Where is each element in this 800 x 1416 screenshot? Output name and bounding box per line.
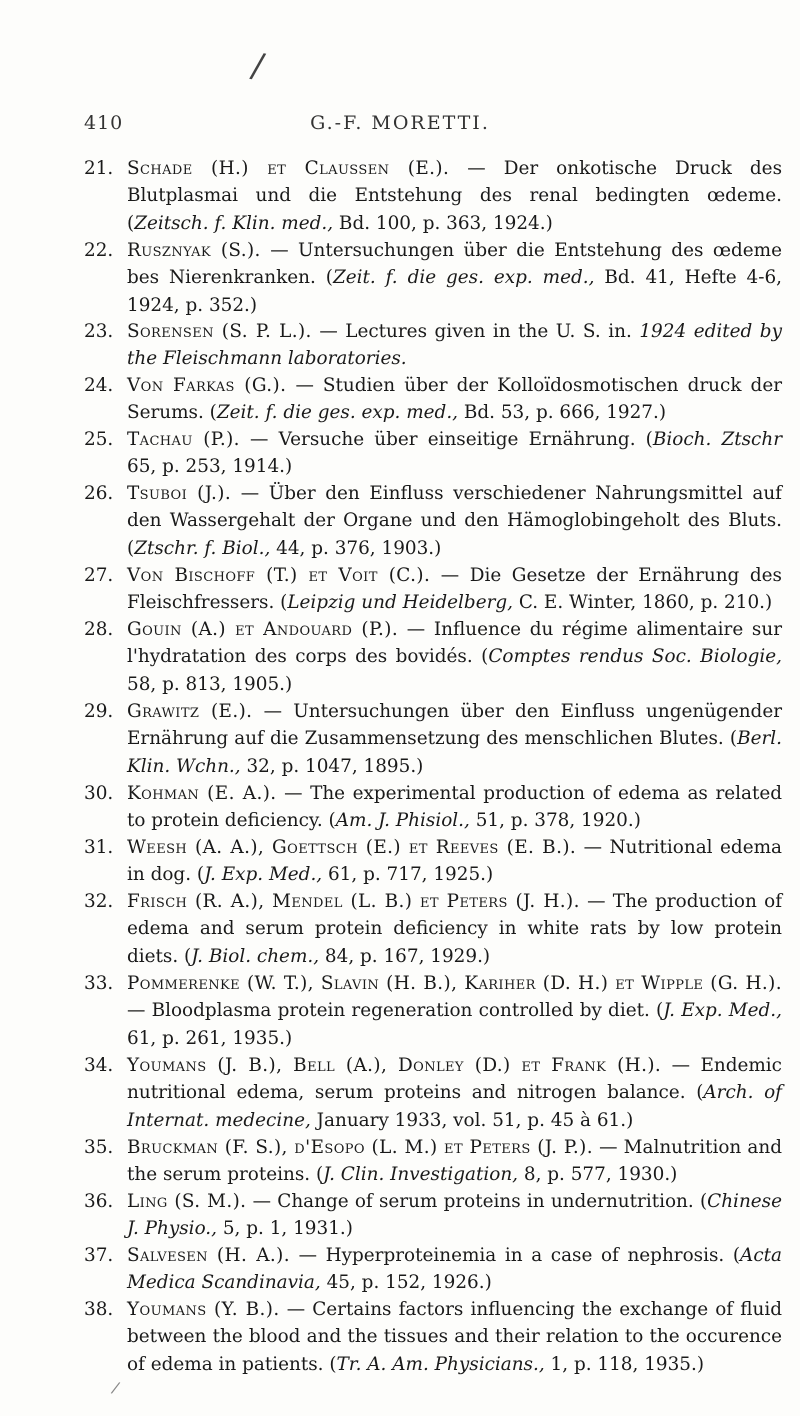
reference-authors: Von Bischoff (T.) et Voit (C.). <box>127 565 431 586</box>
reference-number: 22. <box>84 240 114 261</box>
reference-item <box>84 1242 782 1297</box>
reference-item <box>84 372 782 427</box>
reference-title: — The production of edema and serum protein deficiency in white rats by low protein diets. ( <box>127 891 783 967</box>
reference-title: — Malnutrition and the serum proteins. ( <box>127 1137 782 1186</box>
reference-number: 36. <box>84 1191 114 1212</box>
reference-source: Zeit. f. die ges. exp. med., <box>332 267 595 289</box>
reference-authors: Frisch (R. A.), Mendel (L. B.) et Peters (J. H.). <box>127 891 580 912</box>
reference-title: — Lectures given in the U. S. in. <box>311 321 640 342</box>
reference-number: 25. <box>84 429 114 450</box>
reference-authors: Kohman (E. A.). <box>127 783 277 804</box>
reference-title: — Versuche über einseitige Ernährung. ( <box>239 429 653 450</box>
reference-authors: Bruckman (F. S.), d'Esopo (L. M.) et Peters (J. P.). <box>127 1137 593 1158</box>
reference-authors: Schade (H.) et Claussen (E.). <box>127 158 450 179</box>
reference-authors: Ling (S. M.). <box>127 1191 247 1212</box>
reference-details: Bd. 41, Hefte 4-6, 1924, p. 352.) <box>127 267 782 316</box>
pencil-mark-bottom: / <box>109 1377 122 1398</box>
reference-item <box>84 1052 782 1134</box>
reference-details: 61, p. 261, 1935.) <box>127 1027 293 1049</box>
reference-number: 26. <box>84 483 114 504</box>
reference-details: 1, p. 118, 1935.) <box>544 1353 705 1375</box>
reference-item <box>84 480 782 562</box>
reference-source: 1924 edited by the Fleischmann laboratories. <box>127 321 782 370</box>
reference-number: 29. <box>84 701 114 722</box>
reference-source: Am. J. Phisiol., <box>335 810 470 832</box>
reference-item <box>84 237 782 319</box>
reference-authors: Tachau (P.). <box>127 429 240 450</box>
reference-title: — Die Gesetze der Ernährung des Fleischfressers. ( <box>127 565 782 614</box>
reference-source: Tr. A. Am. Physicians., <box>336 1353 545 1375</box>
reference-number: 34. <box>84 1055 114 1076</box>
reference-source: Berl. Klin. Wchn., <box>127 728 782 777</box>
reference-number: 28. <box>84 619 114 640</box>
reference-number: 21. <box>84 158 114 179</box>
reference-source: Ztschr. f. Biol., <box>134 537 271 559</box>
reference-title: — Certains factors influencing the exchange of fluid between the blood and the tissues and their relation to the occurence of edema in patients. ( <box>127 1299 782 1375</box>
reference-title: — Über den Einfluss verschiedener Nahrungsmittel auf den Wassergehalt der Organe und den Hämoglobingeholt des Bluts. ( <box>127 483 782 559</box>
page-number: 410 <box>84 112 124 134</box>
reference-title: — Studien über der Kolloïdosmotischen druck der Serums. ( <box>127 375 782 424</box>
reference-title: — Der onkotische Druck des Blutplasmai und die Entstehung des renal bedingten œdeme. ( <box>127 158 783 234</box>
reference-title: — Change of serum proteins in undernutrition. ( <box>246 1191 708 1212</box>
reference-details: 84, p. 167, 1929.) <box>319 945 491 967</box>
reference-source: Acta Medica Scandinavia, <box>127 1245 782 1294</box>
reference-item <box>84 1296 782 1378</box>
reference-authors: Rusznyak (S.). <box>127 240 261 261</box>
reference-authors: Pommerenke (W. T.), Slavin (H. B.), Kariher (D. H.) et Wipple (G. H.). <box>127 973 782 994</box>
reference-authors: Salvesen (H. A.). <box>127 1245 290 1266</box>
reference-source: J. Biol. chem., <box>191 945 320 967</box>
reference-authors: Von Farkas (G.). <box>127 375 287 396</box>
reference-title: — Untersuchungen über die Entstehung des œdeme bes Nierenkranken. ( <box>127 240 782 289</box>
reference-item <box>84 888 782 970</box>
reference-details: Bd. 53, p. 666, 1927.) <box>458 402 667 424</box>
reference-number: 32. <box>84 891 114 912</box>
reference-authors: Youmans (Y. B.). <box>127 1299 280 1320</box>
reference-number: 30. <box>84 783 114 804</box>
reference-item <box>84 698 782 780</box>
reference-item <box>84 318 782 373</box>
reference-number: 38. <box>84 1299 114 1320</box>
reference-source: Chinese J. Physio., <box>127 1191 782 1240</box>
reference-number: 27. <box>84 565 114 586</box>
reference-details: C. E. Winter, 1860, p. 210.) <box>512 592 773 614</box>
reference-item <box>84 426 782 481</box>
reference-authors: Youmans (J. B.), Bell (A.), Donley (D.) et Frank (H.). <box>127 1055 662 1076</box>
reference-item <box>84 970 782 1052</box>
reference-details: 51, p. 378, 1920.) <box>469 810 641 832</box>
running-head: G.-F. MORETTI. <box>310 112 490 134</box>
reference-authors: Tsuboi (J.). <box>127 483 232 504</box>
reference-source: Leipzig und Heidelberg, <box>287 592 513 614</box>
reference-details: 8, p. 577, 1930.) <box>518 1164 678 1186</box>
reference-source: Zeit. f. die ges. exp. med., <box>216 402 459 424</box>
reference-details: 58, p. 813, 1905.) <box>127 673 293 695</box>
reference-source: Zeitsch. f. Klin. med., <box>134 212 334 234</box>
reference-number: 37. <box>84 1245 114 1266</box>
reference-authors: Sorensen (S. P. L.). <box>127 321 312 342</box>
reference-number: 24. <box>84 375 114 396</box>
reference-details: Bd. 100, p. 363, 1924.) <box>333 212 553 234</box>
reference-title: — Nutritional edema in dog. ( <box>127 837 782 886</box>
reference-number: 35. <box>84 1137 114 1158</box>
reference-authors: Gouin (A.) et Andouard (P.). <box>127 619 399 640</box>
reference-item <box>84 562 782 617</box>
reference-authors: Weesh (A. A.), Goettsch (E.) et Reeves (E. B.). <box>127 837 577 858</box>
reference-title: — Untersuchungen über den Einfluss ungenügender Ernährung auf die Zusammensetzung des menschlichen Blutes. ( <box>127 701 782 750</box>
reference-title: — Hyperproteinemia in a case of nephrosis. ( <box>289 1245 741 1266</box>
reference-title: — Endemic nutritional edema, serum proteins and nitrogen balance. ( <box>127 1055 782 1104</box>
reference-details: 45, p. 152, 1926.) <box>320 1272 492 1294</box>
reference-title: — The experimental production of edema as related to protein deficiency. ( <box>127 783 783 832</box>
pencil-mark: / <box>247 45 268 87</box>
reference-number: 23. <box>84 321 114 342</box>
reference-title: — Bloodplasma protein regeneration controlled by diet. ( <box>127 1000 664 1022</box>
reference-source: Bioch. Ztschr <box>652 429 782 450</box>
reference-item <box>84 1134 782 1189</box>
reference-number: 33. <box>84 973 114 994</box>
reference-details: 44, p. 376, 1903.) <box>270 537 442 559</box>
reference-item <box>84 780 782 835</box>
reference-item <box>84 834 782 889</box>
reference-title: — Influence du régime alimentaire sur l'hydratation des corps des bovidés. ( <box>127 619 782 668</box>
reference-source: Comptes rendus Soc. Biologie, <box>488 646 782 668</box>
reference-source: Arch. of Internat. medecine, <box>127 1082 782 1131</box>
reference-source: J. Exp. Med., <box>663 1000 782 1022</box>
reference-item <box>84 616 782 698</box>
reference-details: 32, p. 1047, 1895.) <box>240 755 424 777</box>
reference-details: January 1933, vol. 51, p. 45 à 61.) <box>310 1109 634 1131</box>
page-header <box>0 112 800 142</box>
reference-number: 31. <box>84 837 114 858</box>
reference-details: 61, p. 717, 1925.) <box>322 864 494 886</box>
reference-authors: Grawitz (E.). <box>127 701 253 722</box>
reference-source: J. Exp. Med., <box>204 864 323 886</box>
reference-source: J. Clin. Investigation, <box>323 1164 519 1186</box>
reference-details: 5, p. 1, 1931.) <box>217 1218 353 1240</box>
reference-item <box>84 155 782 237</box>
reference-item <box>84 1188 782 1243</box>
reference-details: 65, p. 253, 1914.) <box>127 456 293 478</box>
